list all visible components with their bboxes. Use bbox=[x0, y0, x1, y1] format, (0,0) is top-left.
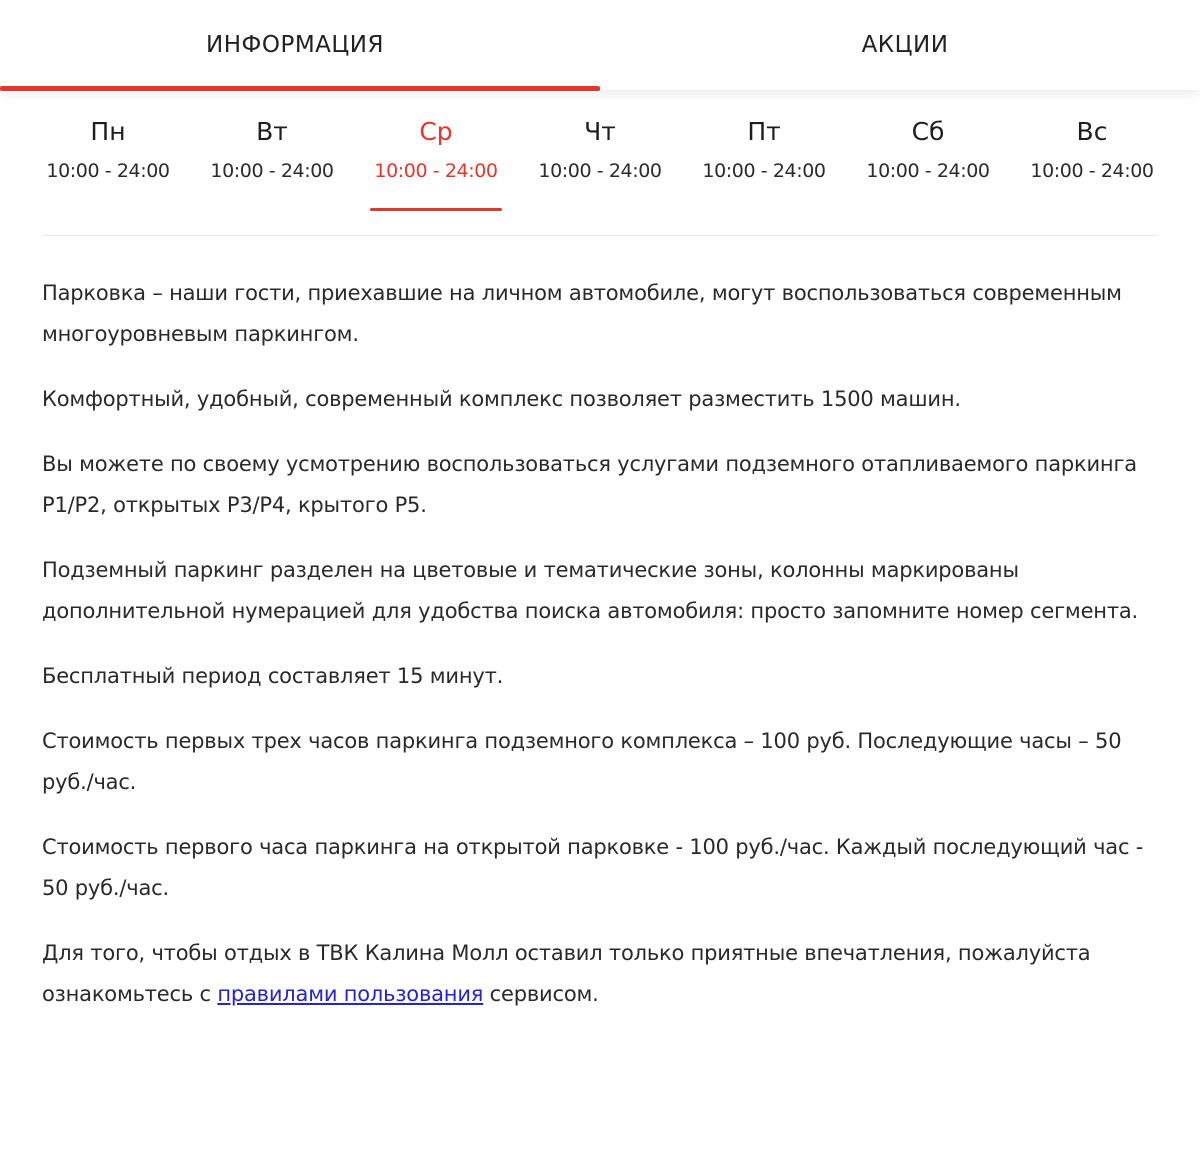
day-hours: 10:00 - 24:00 bbox=[866, 160, 990, 182]
rules-link[interactable]: правилами пользования bbox=[217, 982, 484, 1006]
tab-information[interactable]: ИНФОРМАЦИЯ bbox=[206, 32, 384, 58]
paragraph-underground-price: Стоимость первых трех часов паркинга подземного комплекса – 100 руб. Последующие часы – 50 руб./час. bbox=[42, 729, 1122, 794]
day-name: Ср bbox=[419, 117, 453, 146]
parking-info bbox=[42, 273, 1162, 1039]
paragraph-parking: Парковка – наши гости, приехавшие на личном автомобиле, могут воспользоваться современным многоуровневым паркингом. bbox=[42, 281, 1122, 346]
paragraph-capacity: Комфортный, удобный, современный комплекс позволяет разместить 1500 машин. bbox=[42, 387, 961, 411]
day-hours: 10:00 - 24:00 bbox=[538, 160, 662, 182]
day-hours: 10:00 - 24:00 bbox=[46, 160, 170, 182]
day-sunday[interactable] bbox=[1010, 110, 1174, 188]
day-name: Пт bbox=[747, 117, 781, 146]
day-name: Вт bbox=[256, 117, 288, 146]
active-tab-indicator bbox=[0, 86, 600, 91]
paragraph-rules bbox=[42, 933, 1162, 1015]
day-name: Чт bbox=[584, 117, 616, 146]
divider bbox=[42, 235, 1157, 236]
day-name: Вс bbox=[1076, 117, 1108, 146]
active-day-indicator bbox=[370, 208, 502, 211]
tab-bar bbox=[0, 0, 1200, 90]
day-saturday[interactable] bbox=[846, 110, 1010, 188]
rules-text-before: Для того, чтобы отдых в ТВК Калина Молл оставил только приятные впечатления, пожалуйста ознакомьтесь с bbox=[42, 941, 1091, 1006]
day-wednesday[interactable] bbox=[354, 110, 518, 188]
day-tuesday[interactable] bbox=[190, 110, 354, 188]
day-hours: 10:00 - 24:00 bbox=[374, 160, 498, 182]
paragraph-open-price: Стоимость первого часа паркинга на открытой парковке - 100 руб./час. Каждый последующий час - 50 руб./час. bbox=[42, 835, 1144, 900]
tab-promotions[interactable]: АКЦИИ bbox=[861, 32, 949, 58]
day-thursday[interactable] bbox=[518, 110, 682, 188]
day-hours: 10:00 - 24:00 bbox=[1030, 160, 1154, 182]
day-name: Пн bbox=[90, 117, 126, 146]
day-name: Сб bbox=[911, 117, 945, 146]
day-hours: 10:00 - 24:00 bbox=[210, 160, 334, 182]
day-friday[interactable] bbox=[682, 110, 846, 188]
day-monday[interactable] bbox=[26, 110, 190, 188]
rules-text-after: сервисом. bbox=[483, 982, 599, 1006]
paragraph-free-period: Бесплатный период составляет 15 минут. bbox=[42, 664, 504, 688]
schedule bbox=[26, 110, 1174, 220]
day-hours: 10:00 - 24:00 bbox=[702, 160, 826, 182]
paragraph-levels: Вы можете по своему усмотрению воспользоваться услугами подземного отапливаемого паркинга P1/P2, открытых P3/P4, крытого P5. bbox=[42, 452, 1137, 517]
paragraph-zones: Подземный паркинг разделен на цветовые и тематические зоны, колонны маркированы дополнительной нумерацией для удобства поиска автомобиля: просто запомните номер сегмента. bbox=[42, 558, 1139, 623]
